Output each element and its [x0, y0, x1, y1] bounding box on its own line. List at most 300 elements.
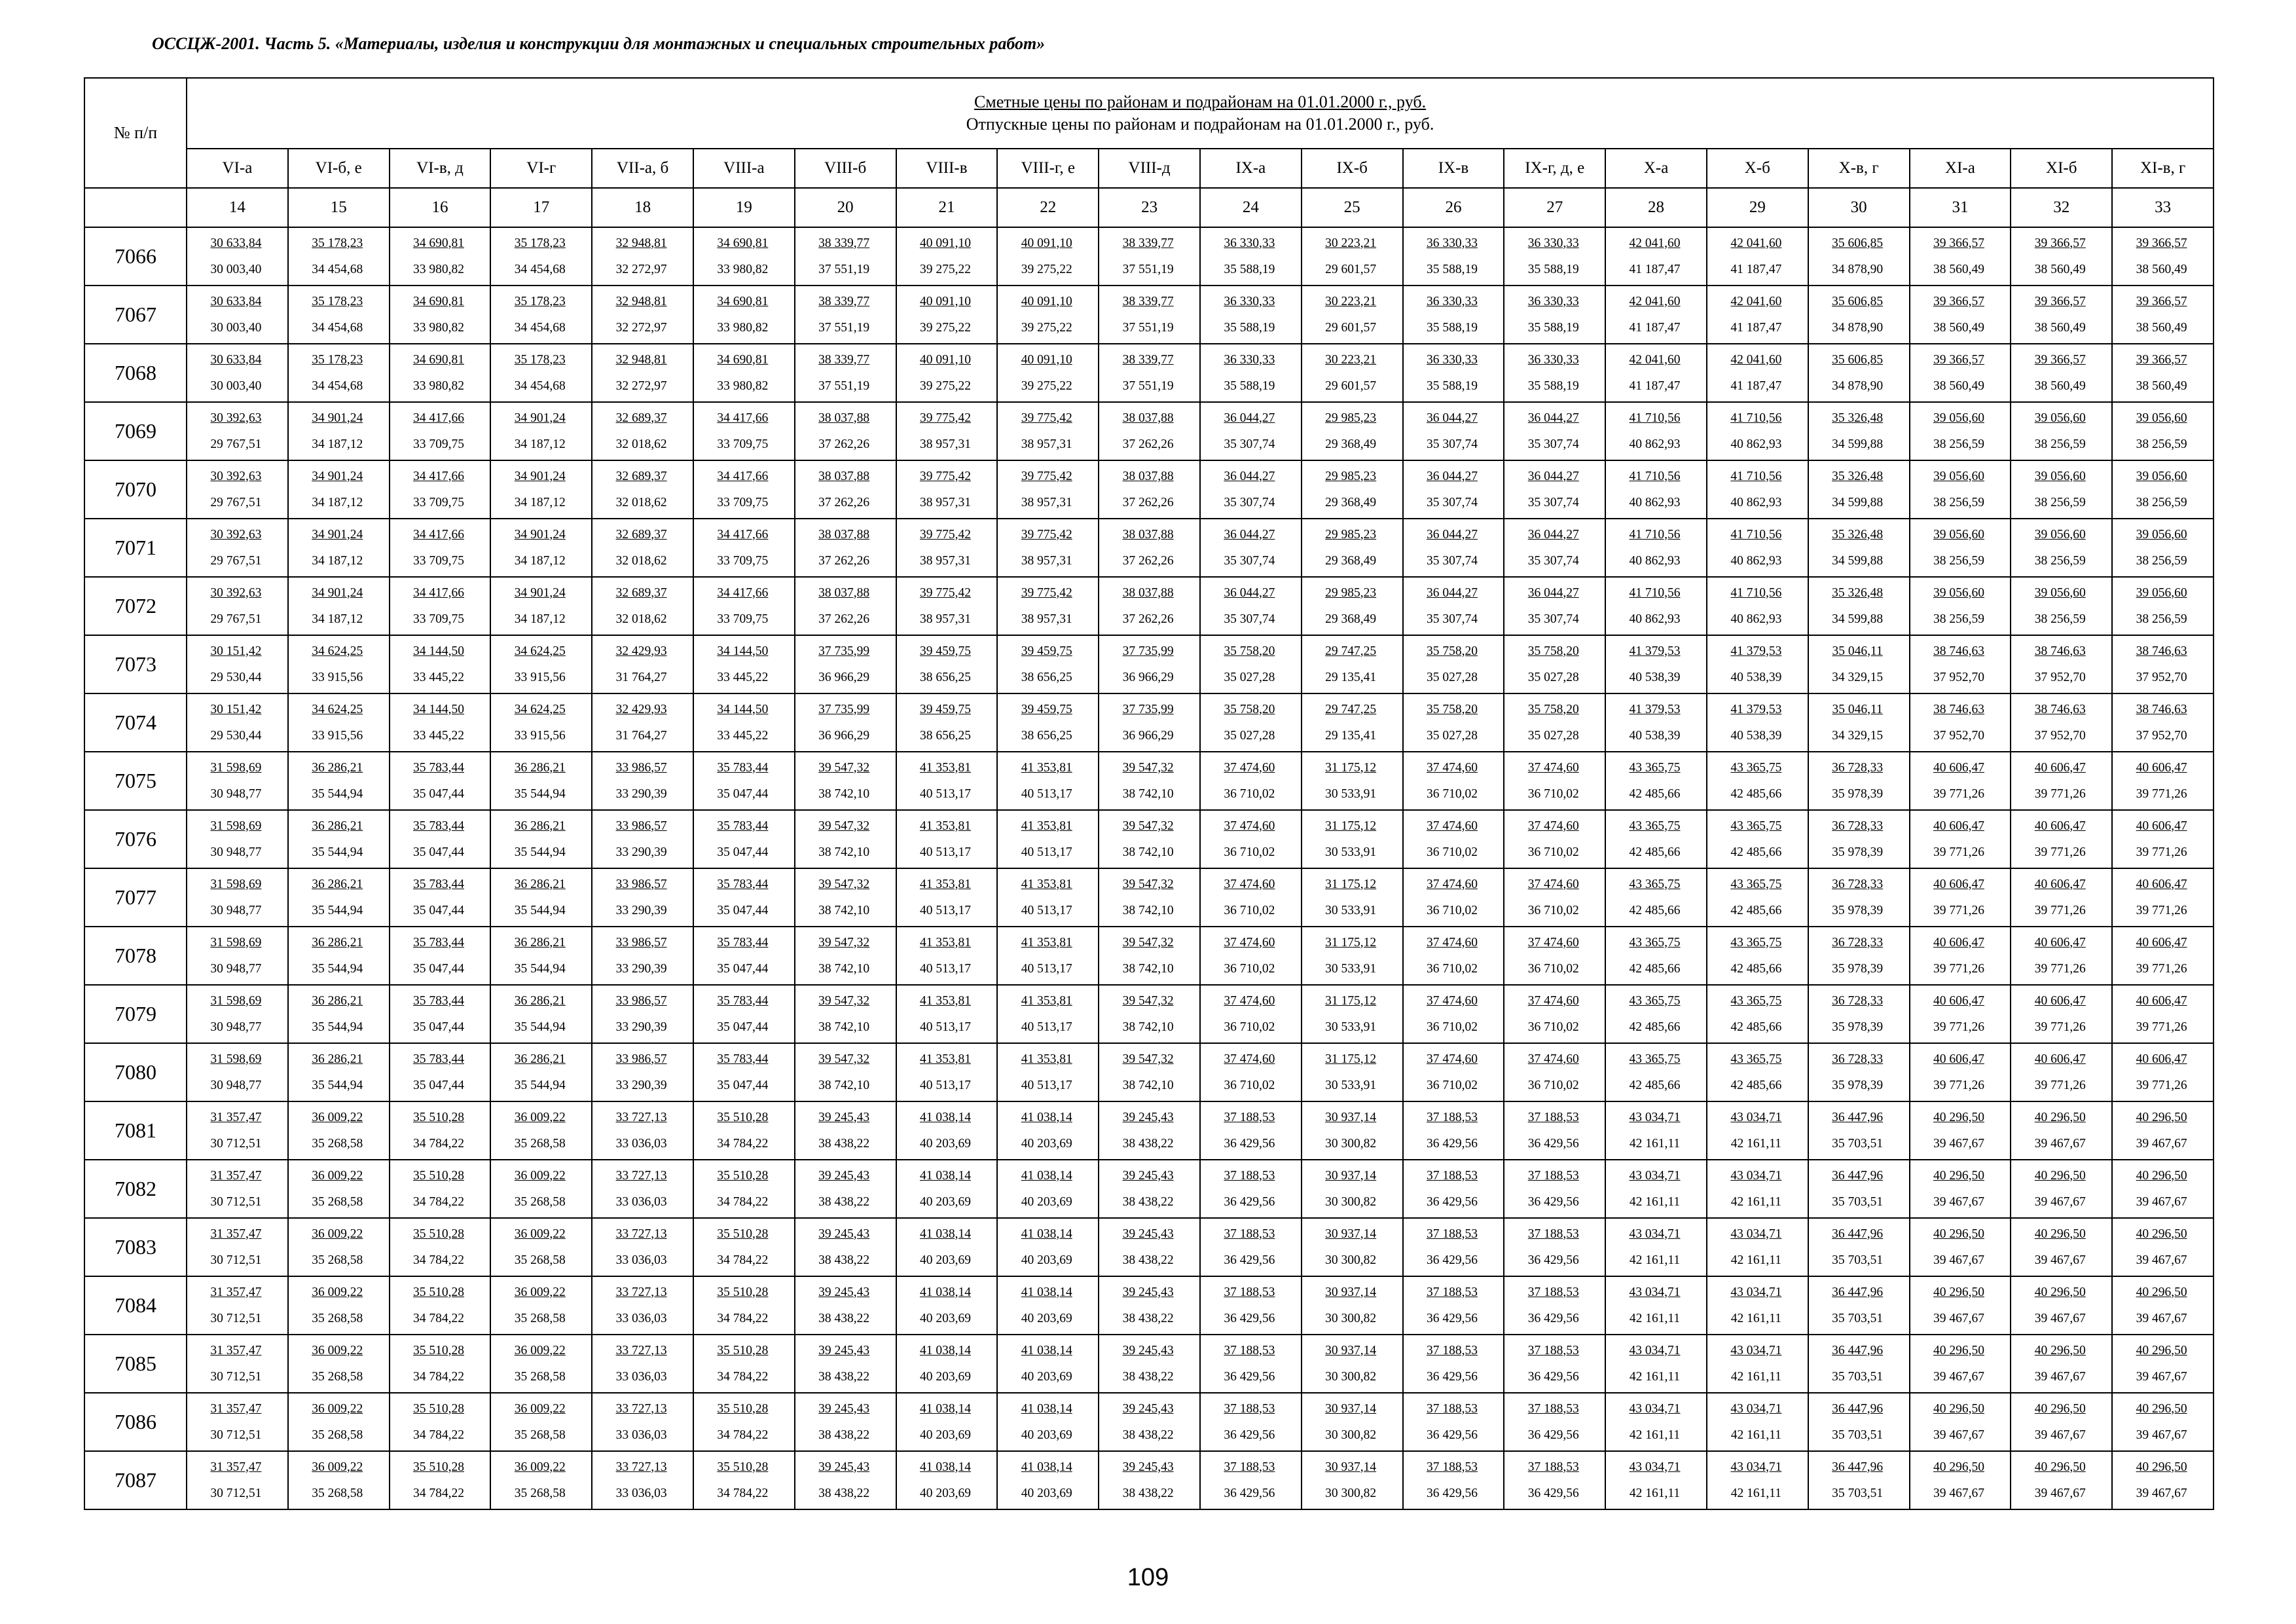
release-price: 35 544,94 [514, 1020, 566, 1034]
release-price: 36 429,56 [1426, 1369, 1478, 1384]
price-cell [2011, 810, 2112, 868]
estimated-price: 31 357,47 [210, 1401, 262, 1416]
estimated-price: 40 091,10 [1021, 294, 1072, 308]
estimated-price: 41 379,53 [1629, 702, 1681, 716]
release-price: 33 036,03 [615, 1194, 667, 1209]
price-table [84, 77, 2214, 1510]
price-cell [187, 1335, 288, 1393]
estimated-price: 37 474,60 [1224, 819, 1275, 833]
release-price: 29 601,57 [1325, 262, 1377, 276]
price-cell [1200, 402, 1302, 460]
release-price: 33 980,82 [717, 320, 769, 335]
release-price: 33 915,56 [312, 728, 363, 743]
estimated-price: 39 459,75 [919, 644, 971, 658]
price-cell [1504, 868, 1605, 927]
estimated-price: 40 606,47 [2034, 877, 2086, 891]
price-cell [1808, 985, 1910, 1043]
release-price: 38 656,25 [1021, 670, 1072, 684]
estimated-price: 36 330,33 [1224, 294, 1275, 308]
column-number: 24 [1200, 188, 1302, 227]
release-price: 36 429,56 [1224, 1311, 1275, 1325]
estimated-price: 37 188,53 [1224, 1401, 1275, 1416]
release-price: 30 003,40 [210, 378, 262, 393]
estimated-price: 34 901,24 [514, 585, 566, 600]
price-cell [1605, 810, 1707, 868]
estimated-price: 32 689,37 [615, 469, 667, 483]
price-cell [490, 1276, 592, 1335]
estimated-price: 36 447,96 [1832, 1285, 1884, 1299]
release-price: 38 742,10 [1122, 786, 1174, 801]
price-cell [1605, 635, 1707, 693]
estimated-price: 32 689,37 [615, 585, 667, 600]
estimated-price: 43 034,71 [1730, 1343, 1782, 1357]
release-price: 36 710,02 [1527, 845, 1579, 859]
price-cell [390, 927, 491, 985]
estimated-price: 36 009,22 [514, 1401, 566, 1416]
price-cell [490, 227, 592, 286]
price-cell [1808, 1043, 1910, 1101]
price-cell [997, 1451, 1099, 1509]
release-price: 35 268,58 [514, 1311, 566, 1325]
price-cell [1099, 519, 1200, 577]
estimated-price: 41 038,14 [919, 1343, 971, 1357]
release-price: 42 161,11 [1629, 1136, 1681, 1151]
price-cell [1605, 1276, 1707, 1335]
estimated-price: 41 038,14 [919, 1285, 971, 1299]
price-cell [1200, 927, 1302, 985]
release-price: 39 467,67 [2034, 1194, 2086, 1209]
release-price: 35 588,19 [1527, 320, 1579, 335]
estimated-price: 38 037,88 [1122, 585, 1174, 600]
estimated-price: 36 009,22 [312, 1401, 363, 1416]
estimated-price: 36 009,22 [312, 1168, 363, 1183]
release-price: 42 485,66 [1730, 903, 1782, 917]
table-row [84, 927, 2214, 985]
price-cell [896, 693, 998, 752]
estimated-price: 37 188,53 [1527, 1227, 1579, 1241]
estimated-price: 39 547,32 [1122, 760, 1174, 775]
estimated-price: 39 547,32 [1122, 993, 1174, 1008]
release-price: 34 329,15 [1832, 728, 1884, 743]
estimated-price: 30 151,42 [210, 644, 262, 658]
estimated-price: 30 937,14 [1325, 1460, 1377, 1474]
release-price: 35 703,51 [1832, 1194, 1884, 1209]
release-price: 38 656,25 [1021, 728, 1072, 743]
release-price: 39 275,22 [919, 378, 971, 393]
release-price: 35 588,19 [1426, 262, 1478, 276]
estimated-price: 36 330,33 [1224, 352, 1275, 367]
release-price: 37 952,70 [1933, 670, 1984, 684]
price-cell [390, 1451, 491, 1509]
price-cell [1707, 868, 1808, 927]
estimated-price: 43 365,75 [1730, 819, 1782, 833]
district-header: VI-б, е [288, 149, 390, 188]
price-cell [1504, 460, 1605, 519]
estimated-price: 36 044,27 [1426, 411, 1478, 425]
estimated-price: 40 296,50 [2136, 1460, 2187, 1474]
release-price: 38 957,31 [1021, 437, 1072, 451]
price-cell [490, 1451, 592, 1509]
estimated-price: 34 417,66 [717, 527, 769, 542]
release-price: 33 709,75 [717, 495, 769, 509]
estimated-price: 41 038,14 [919, 1168, 971, 1183]
price-cell [896, 1276, 998, 1335]
price-cell [1707, 1393, 1808, 1451]
estimated-price: 36 447,96 [1832, 1110, 1884, 1124]
release-price: 38 256,59 [2034, 437, 2086, 451]
price-cell [693, 1276, 795, 1335]
price-cell [896, 519, 998, 577]
price-cell [1605, 1451, 1707, 1509]
estimated-price: 43 034,71 [1730, 1460, 1782, 1474]
release-price: 37 262,26 [1122, 553, 1174, 568]
estimated-price: 41 353,81 [1021, 819, 1072, 833]
estimated-price: 40 606,47 [1933, 819, 1984, 833]
release-price: 36 429,56 [1224, 1136, 1275, 1151]
estimated-price: 40 296,50 [1933, 1460, 1984, 1474]
price-cell [187, 519, 288, 577]
release-price: 40 513,17 [1021, 845, 1072, 859]
price-cell [1504, 635, 1605, 693]
release-price: 36 966,29 [1122, 728, 1174, 743]
table-row [84, 693, 2214, 752]
estimated-price: 35 510,28 [717, 1460, 769, 1474]
estimated-price: 37 188,53 [1224, 1110, 1275, 1124]
estimated-price: 34 690,81 [717, 294, 769, 308]
estimated-price: 38 339,77 [1122, 236, 1174, 250]
price-cell [2011, 1043, 2112, 1101]
price-cell [1910, 693, 2011, 752]
price-cell [1403, 868, 1504, 927]
release-price: 34 599,88 [1832, 612, 1884, 626]
price-cell [1504, 1101, 1605, 1160]
price-cell [288, 1393, 390, 1451]
estimated-price: 35 046,11 [1832, 644, 1883, 658]
release-price: 33 290,39 [615, 903, 667, 917]
release-price: 39 275,22 [1021, 378, 1072, 393]
release-price: 34 454,68 [514, 262, 566, 276]
estimated-price: 38 746,63 [2034, 644, 2086, 658]
release-price: 40 862,93 [1730, 437, 1782, 451]
price-cell [693, 810, 795, 868]
price-cell [997, 868, 1099, 927]
estimated-price: 40 296,50 [1933, 1110, 1984, 1124]
price-cell [187, 286, 288, 344]
estimated-price: 31 175,12 [1325, 993, 1377, 1008]
price-cell [187, 1160, 288, 1218]
release-price: 38 560,49 [2136, 320, 2187, 335]
release-price: 38 256,59 [2034, 612, 2086, 626]
price-cell [390, 1043, 491, 1101]
column-number: 21 [896, 188, 998, 227]
price-cell [2112, 344, 2214, 402]
release-price: 33 036,03 [615, 1253, 667, 1267]
release-price: 35 588,19 [1527, 262, 1579, 276]
estimated-price: 36 286,21 [514, 1052, 566, 1066]
release-price: 38 438,22 [1122, 1136, 1174, 1151]
estimated-price: 37 474,60 [1426, 877, 1478, 891]
estimated-price: 35 783,44 [717, 819, 769, 833]
estimated-price: 41 038,14 [1021, 1168, 1072, 1183]
estimated-price: 37 474,60 [1426, 935, 1478, 950]
release-price: 33 709,75 [412, 437, 464, 451]
estimated-price: 34 624,25 [514, 702, 566, 716]
release-price: 35 268,58 [514, 1486, 566, 1500]
release-price: 33 290,39 [615, 1020, 667, 1034]
price-cell [896, 752, 998, 810]
running-header: ОССЦЖ-2001. Часть 5. «Материалы, изделия и конструкции для монтажных и специальных строительных работ» [152, 34, 1046, 53]
estimated-price: 40 606,47 [1933, 935, 1984, 950]
estimated-price: 29 985,23 [1325, 411, 1377, 425]
estimated-price: 42 041,60 [1629, 294, 1681, 308]
release-price: 34 878,90 [1832, 262, 1884, 276]
estimated-price: 34 144,50 [412, 702, 464, 716]
release-price: 38 560,49 [2034, 262, 2086, 276]
price-cell [390, 1393, 491, 1451]
release-price: 39 275,22 [919, 320, 971, 335]
estimated-price: 40 606,47 [2136, 877, 2187, 891]
price-cell [288, 1043, 390, 1101]
release-price: 32 272,97 [615, 320, 667, 335]
price-cell [390, 286, 491, 344]
price-cell [490, 635, 592, 693]
release-price: 38 256,59 [1933, 495, 1984, 509]
price-cell [288, 868, 390, 927]
estimated-price: 41 353,81 [1021, 935, 1072, 950]
price-cell [997, 286, 1099, 344]
price-cell [896, 810, 998, 868]
price-cell [2112, 1043, 2214, 1101]
price-cell [1200, 1335, 1302, 1393]
release-price: 35 307,74 [1527, 495, 1579, 509]
estimated-price: 39 366,57 [1933, 236, 1984, 250]
price-cell [1808, 1451, 1910, 1509]
estimated-price: 35 326,48 [1832, 527, 1884, 542]
release-price: 35 544,94 [312, 786, 363, 801]
release-price: 35 703,51 [1832, 1253, 1884, 1267]
release-price: 36 429,56 [1527, 1369, 1579, 1384]
estimated-price: 35 758,20 [1527, 644, 1579, 658]
price-cell [1200, 286, 1302, 344]
release-price: 33 036,03 [615, 1428, 667, 1442]
estimated-price: 35 178,23 [514, 236, 566, 250]
estimated-price: 40 606,47 [2034, 993, 2086, 1008]
price-cell [1200, 1160, 1302, 1218]
estimated-price: 39 366,57 [2136, 294, 2187, 308]
estimated-price: 36 330,33 [1527, 352, 1579, 367]
estimated-price: 32 948,81 [615, 236, 667, 250]
release-price: 35 047,44 [717, 903, 769, 917]
release-price: 30 948,77 [210, 1078, 262, 1092]
price-cell [997, 1160, 1099, 1218]
release-price: 39 771,26 [2034, 786, 2086, 801]
estimated-price: 35 510,28 [412, 1343, 464, 1357]
price-cell [1302, 227, 1403, 286]
release-price: 38 560,49 [2034, 378, 2086, 393]
estimated-price: 35 783,44 [717, 935, 769, 950]
estimated-price: 38 037,88 [818, 411, 870, 425]
price-cell [1808, 1160, 1910, 1218]
estimated-price: 36 286,21 [514, 935, 566, 950]
table-body [84, 227, 2214, 1509]
price-cell [592, 985, 693, 1043]
price-cell [693, 519, 795, 577]
release-price: 36 710,02 [1527, 961, 1579, 976]
price-cell [896, 868, 998, 927]
estimated-price: 43 034,71 [1629, 1168, 1681, 1183]
estimated-price: 39 056,60 [2136, 469, 2187, 483]
price-cell [997, 810, 1099, 868]
release-price: 33 290,39 [615, 1078, 667, 1092]
release-price: 38 438,22 [818, 1486, 870, 1500]
district-header: X-в, г [1808, 149, 1910, 188]
price-cell [1302, 985, 1403, 1043]
estimated-price: 35 178,23 [312, 352, 363, 367]
release-price: 37 262,26 [1122, 437, 1174, 451]
price-cell [490, 460, 592, 519]
estimated-price: 39 245,43 [818, 1285, 870, 1299]
price-cell [1910, 1160, 2011, 1218]
release-price: 35 978,39 [1832, 845, 1884, 859]
price-cell [1910, 402, 2011, 460]
estimated-price: 39 547,32 [1122, 1052, 1174, 1066]
estimated-price: 35 178,23 [514, 294, 566, 308]
release-price: 33 036,03 [615, 1136, 667, 1151]
district-header: XI-б [2011, 149, 2112, 188]
release-price: 40 203,69 [1021, 1311, 1072, 1325]
price-cell [390, 1218, 491, 1276]
price-cell [896, 927, 998, 985]
release-price: 37 262,26 [818, 495, 870, 509]
price-cell [1504, 1335, 1605, 1393]
price-cell [1605, 927, 1707, 985]
price-cell [1910, 227, 2011, 286]
price-cell [187, 1043, 288, 1101]
table-row [84, 519, 2214, 577]
row-number: 7069 [84, 402, 187, 460]
price-cell [997, 1101, 1099, 1160]
release-price: 42 161,11 [1730, 1486, 1781, 1500]
release-price: 34 187,12 [514, 612, 566, 626]
release-price: 35 544,94 [514, 845, 566, 859]
release-price: 38 560,49 [1933, 320, 1984, 335]
price-cell [288, 752, 390, 810]
release-price: 34 187,12 [312, 495, 363, 509]
release-price: 39 771,26 [2136, 845, 2187, 859]
estimated-price: 30 633,84 [210, 236, 262, 250]
price-cell [693, 460, 795, 519]
release-price: 35 544,94 [312, 961, 363, 976]
price-cell [2011, 1218, 2112, 1276]
estimated-price: 37 188,53 [1426, 1227, 1478, 1241]
district-header: IX-а [1200, 149, 1302, 188]
price-cell [896, 577, 998, 635]
price-cell [997, 344, 1099, 402]
release-price: 38 256,59 [2136, 553, 2187, 568]
release-price: 38 742,10 [818, 903, 870, 917]
estimated-price: 43 365,75 [1730, 1052, 1782, 1066]
price-cell [1910, 985, 2011, 1043]
price-cell [390, 402, 491, 460]
price-cell [592, 868, 693, 927]
estimated-price: 29 985,23 [1325, 527, 1377, 542]
release-price: 38 742,10 [1122, 845, 1174, 859]
estimated-price: 39 245,43 [818, 1460, 870, 1474]
estimated-price: 39 245,43 [1122, 1343, 1174, 1357]
release-price: 40 862,93 [1629, 553, 1681, 568]
release-price: 35 544,94 [312, 903, 363, 917]
estimated-price: 39 245,43 [818, 1343, 870, 1357]
estimated-price: 40 296,50 [2136, 1343, 2187, 1357]
price-cell [693, 402, 795, 460]
row-number: 7083 [84, 1218, 187, 1276]
row-number: 7068 [84, 344, 187, 402]
release-price: 36 429,56 [1527, 1136, 1579, 1151]
release-price: 39 275,22 [1021, 320, 1072, 335]
estimated-price: 43 034,71 [1629, 1460, 1681, 1474]
price-cell [288, 810, 390, 868]
estimated-price: 36 286,21 [312, 760, 363, 775]
release-price: 42 161,11 [1629, 1194, 1681, 1209]
price-cell [1605, 1160, 1707, 1218]
price-cell [896, 1043, 998, 1101]
release-price: 36 429,56 [1224, 1194, 1275, 1209]
price-cell [1808, 344, 1910, 402]
estimated-price: 35 510,28 [412, 1110, 464, 1124]
price-cell [1808, 693, 1910, 752]
price-cell [390, 1101, 491, 1160]
price-cell [2112, 1451, 2214, 1509]
estimated-price: 39 366,57 [1933, 294, 1984, 308]
estimated-price: 41 710,56 [1629, 411, 1681, 425]
estimated-price: 39 547,32 [818, 819, 870, 833]
estimated-price: 29 985,23 [1325, 469, 1377, 483]
release-price: 30 712,51 [210, 1428, 262, 1442]
estimated-price: 31 175,12 [1325, 877, 1377, 891]
estimated-price: 30 633,84 [210, 352, 262, 367]
price-cell [1707, 693, 1808, 752]
estimated-price: 35 510,28 [412, 1227, 464, 1241]
release-price: 29 368,49 [1325, 437, 1377, 451]
estimated-price: 35 510,28 [412, 1285, 464, 1299]
release-price: 30 948,77 [210, 786, 262, 801]
estimated-price: 40 296,50 [1933, 1285, 1984, 1299]
release-price: 30 533,91 [1325, 903, 1377, 917]
estimated-price: 43 365,75 [1730, 993, 1782, 1008]
estimated-price: 40 296,50 [2136, 1285, 2187, 1299]
estimated-price: 37 188,53 [1527, 1401, 1579, 1416]
estimated-price: 34 690,81 [717, 352, 769, 367]
release-price: 36 429,56 [1426, 1253, 1478, 1267]
price-cell [592, 227, 693, 286]
price-cell [693, 635, 795, 693]
price-cell [1910, 1335, 2011, 1393]
column-number: 17 [490, 188, 592, 227]
price-cell [1504, 344, 1605, 402]
price-cell [1099, 286, 1200, 344]
estimated-price: 39 775,42 [919, 527, 971, 542]
price-cell [795, 402, 896, 460]
estimated-price: 33 727,13 [615, 1401, 667, 1416]
price-cell [896, 1335, 998, 1393]
estimated-price: 39 775,42 [919, 411, 971, 425]
price-cell [1302, 577, 1403, 635]
price-cell [187, 1218, 288, 1276]
estimated-price: 37 188,53 [1224, 1168, 1275, 1183]
price-cell [795, 752, 896, 810]
release-price: 40 203,69 [919, 1194, 971, 1209]
column-number: 23 [1099, 188, 1200, 227]
